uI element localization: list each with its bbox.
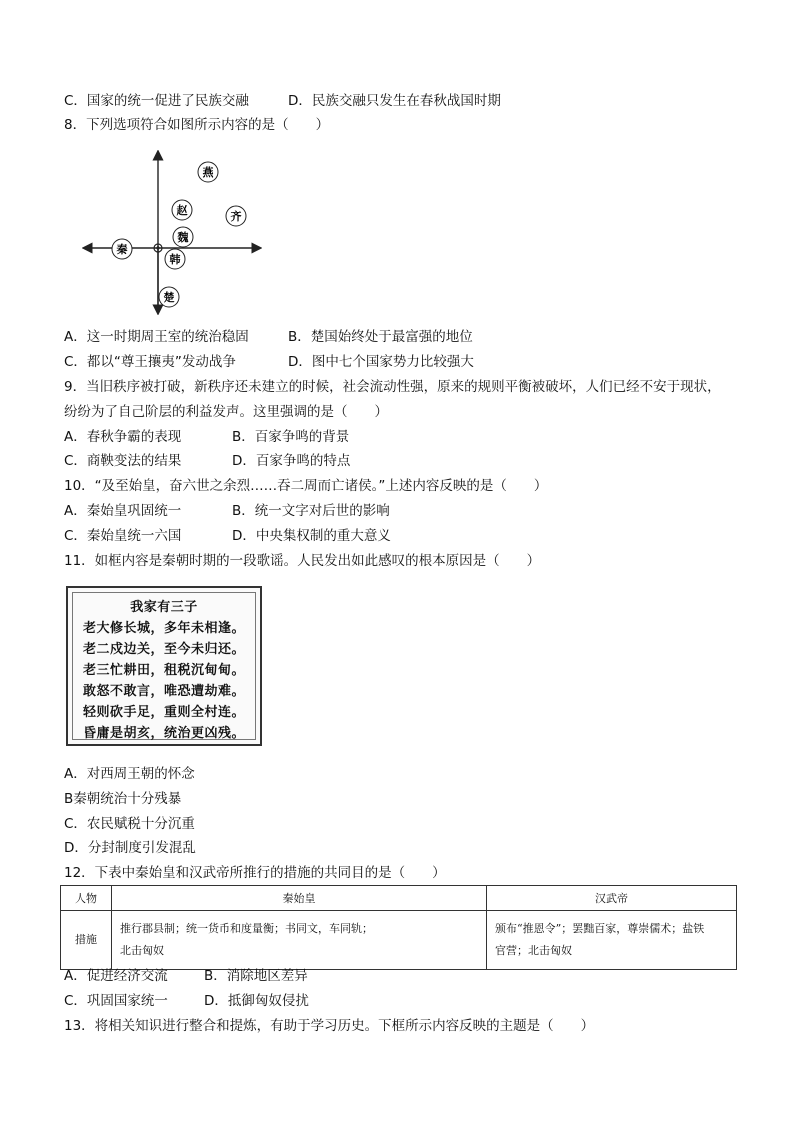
state-zhao	[172, 200, 192, 220]
option-8c: C．都以“尊王攘夷”发动战争	[64, 354, 236, 370]
question-12: 12．下表中秦始皇和汉武帝所推行的措施的共同目的是（ ）	[64, 865, 446, 881]
table-row	[61, 911, 737, 970]
table-row-label: 措施	[61, 911, 112, 970]
option-9a: A．春秋争霸的表现	[64, 429, 182, 445]
option-7c: C．国家的统一促进了民族交融	[64, 93, 249, 109]
option-12c: C．巩固国家统一	[64, 993, 168, 1009]
option-10d: D．中央集权制的重大意义	[232, 528, 391, 544]
cell-text: 北击匈奴	[120, 944, 164, 957]
ballad-line: 轻则砍手足，重则全村连。	[82, 705, 245, 720]
option-9c: C．商鞅变法的结果	[64, 453, 182, 469]
state-yan	[198, 162, 218, 182]
state-qi	[226, 206, 246, 226]
question-9-line2: 纷纷为了自己阶层的利益发声。这里强调的是（ ）	[64, 404, 388, 420]
state-han	[165, 249, 185, 269]
option-8b: B．楚国始终处于最富强的地位	[288, 329, 473, 345]
ballad-line: 老三忙耕田，租税沉甸甸。	[82, 663, 245, 678]
option-10a: A．秦始皇巩固统一	[64, 503, 182, 519]
ballad-box	[66, 586, 262, 746]
option-12a: A．促进经济交流	[64, 968, 168, 984]
state-label: 楚	[163, 291, 175, 304]
option-9b: B．百家争鸣的背景	[232, 429, 350, 445]
state-label: 赵	[176, 204, 188, 217]
ballad-line: 昏庸是胡亥，统治更凶残。	[82, 726, 245, 741]
state-label: 魏	[177, 231, 189, 244]
table-cell-qin	[112, 911, 487, 970]
cell-text: 颁布“推恩令”；罢黜百家，尊崇儒术；盐铁	[495, 922, 705, 935]
option-9d: D．百家争鸣的特点	[232, 453, 351, 469]
state-label: 齐	[230, 210, 242, 223]
question-9-line1: 9．当旧秩序被打破，新秩序还未建立的时候，社会流动性强，原来的规则平衡被破坏，人们已经不安于现状，	[64, 379, 721, 395]
ballad-line: 敢怒不敢言，唯恐遭劫难。	[82, 684, 245, 699]
ballad-title: 我家有三子	[130, 600, 198, 615]
cell-text: 官营；北击匈奴	[495, 944, 572, 957]
option-11a: A．对西周王朝的怀念	[64, 766, 195, 782]
comparison-table	[60, 885, 737, 970]
state-label: 燕	[202, 166, 214, 179]
option-10c: C．秦始皇统一六国	[64, 528, 182, 544]
ballad-line: 老大修长城，多年未相逢。	[82, 621, 245, 636]
table-header-row	[61, 886, 737, 911]
option-7d: D．民族交融只发生在春秋战国时期	[288, 93, 501, 109]
table-header-cell: 人物	[61, 886, 112, 911]
state-wei	[173, 227, 193, 247]
cell-text: 推行郡县制；统一货币和度量衡；书同文，车同轨；	[120, 922, 373, 935]
option-11b: B秦朝统治十分残暴	[64, 791, 182, 807]
option-11c: C．农民赋税十分沉重	[64, 816, 195, 832]
option-8d: D．图中七个国家势力比较强大	[288, 354, 474, 370]
question-13: 13．将相关知识进行整合和提炼，有助于学习历史。下框所示内容反映的主题是（ ）	[64, 1018, 595, 1034]
state-label: 秦	[116, 243, 128, 256]
question-11: 11．如框内容是秦朝时期的一段歌谣。人民发出如此感叹的根本原因是（ ）	[64, 553, 541, 569]
state-qin	[112, 239, 132, 259]
table-header-cell: 汉武帝	[487, 886, 737, 911]
option-12d: D．抵御匈奴侵扰	[204, 993, 309, 1009]
option-12b: B．消除地区差异	[204, 968, 308, 984]
question-8: 8．下列选项符合如图所示内容的是（ ）	[64, 117, 330, 133]
state-label: 韩	[169, 253, 181, 266]
ballad-line: 老二戍边关，至今未归还。	[82, 642, 245, 657]
warring-states-map	[82, 150, 262, 315]
option-11d: D．分封制度引发混乱	[64, 840, 196, 856]
option-10b: B．统一文字对后世的影响	[232, 503, 390, 519]
table-header-cell: 秦始皇	[112, 886, 487, 911]
option-8a: A．这一时期周王室的统治稳固	[64, 329, 249, 345]
state-chu	[159, 287, 179, 307]
question-10: 10．“及至始皇，奋六世之余烈……吞二周而亡诸侯。”上述内容反映的是（ ）	[64, 478, 548, 494]
table-cell-han	[487, 911, 737, 970]
